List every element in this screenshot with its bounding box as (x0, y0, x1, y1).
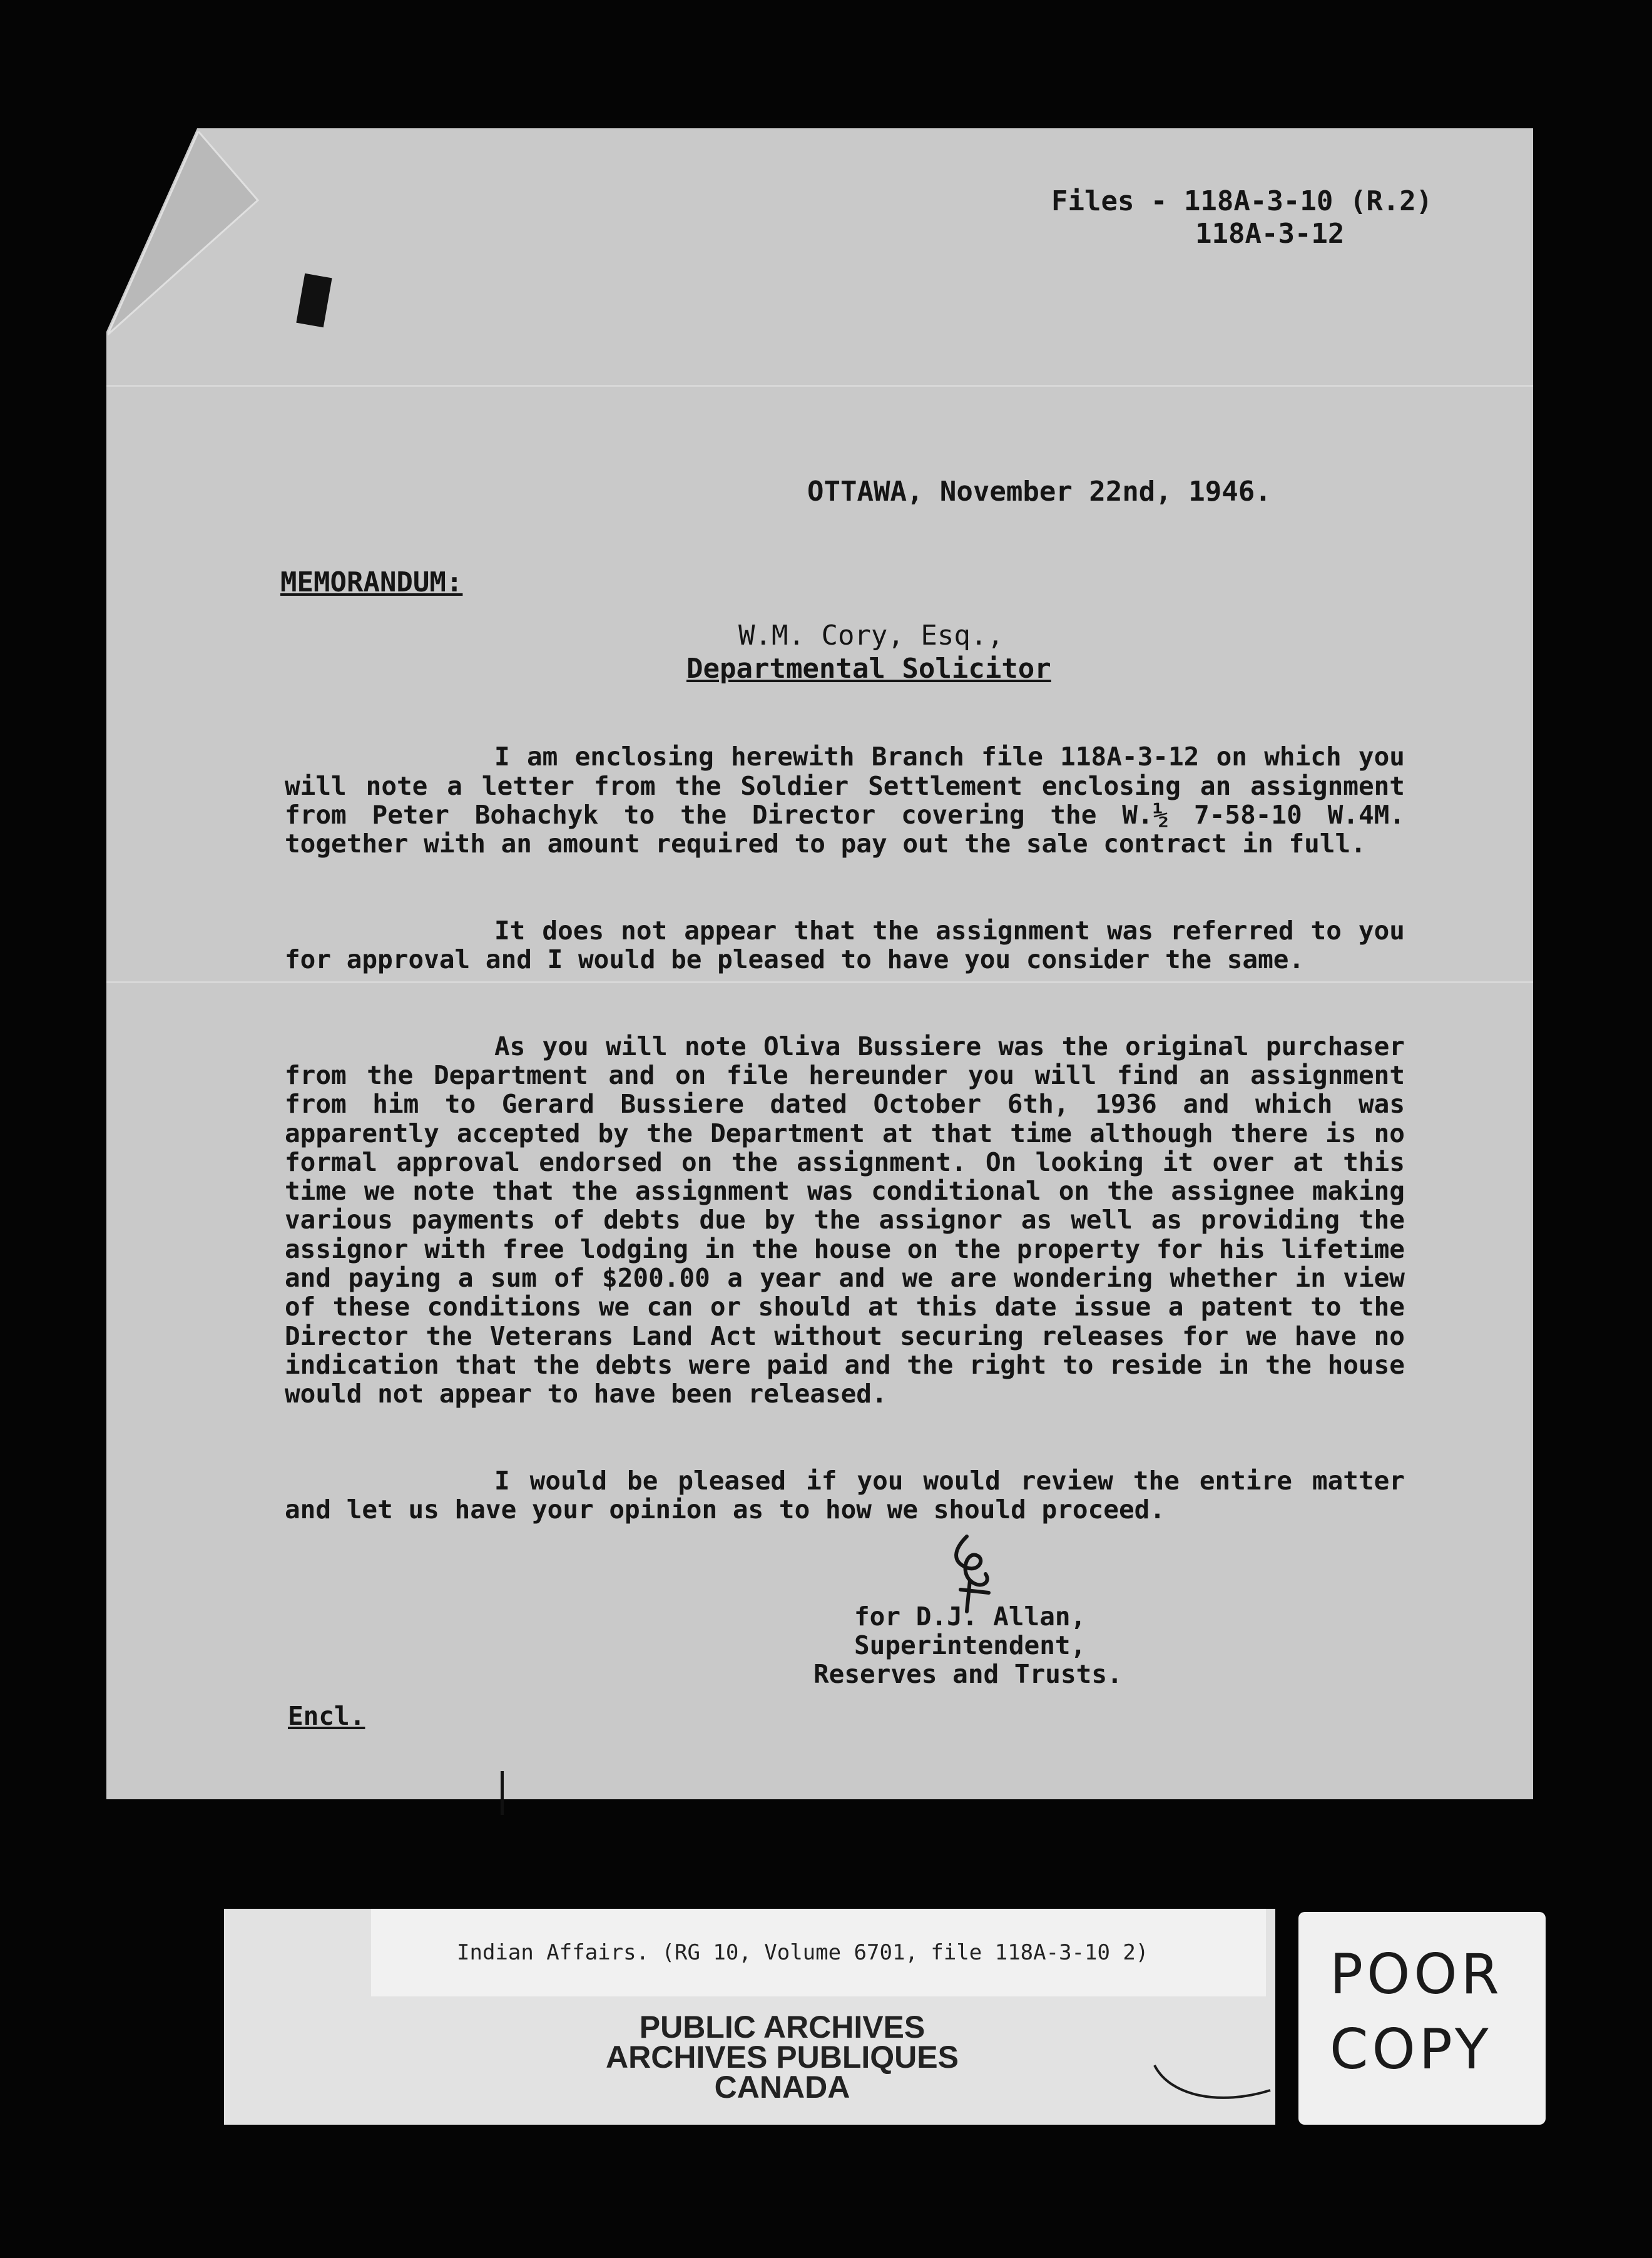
archive-line-2: ARCHIVES PUBLIQUES (606, 2040, 959, 2075)
tear-mark (501, 1771, 504, 1815)
archive-stamp (563, 2010, 1001, 2105)
addressee-title: Departmental Solicitor (686, 653, 1051, 685)
handwritten-squiggle (1151, 2053, 1277, 2109)
paragraph-3: As you will note Oliva Bussiere was the original purchaser from the Department and on file hereunder you will find an assignment from him to Gerard Bussiere dated October 6th, 1936 and which was apparently accepted by the Department at that time although there is no formal approval endorsed on the assignment. On looking it over at this time we note that the assignment was conditional on the assignee making various payments of debts due by the assignor as well as providing the assignor with free lodging in the house on the property for his lifetime and paying a sum of $200.00 a year and we are wondering whether in view of these conditions we can or should at this date issue a patent to the Director the Veterans Land Act without securing releases for we have no indication that the debts were paid and the right to reside in the house would not appear to have been released. (285, 1031, 1405, 1409)
letter-body (285, 713, 1405, 1582)
file-reference (1051, 185, 1432, 250)
paragraph-4: I would be pleased if you would review the entire matter and let us have your opinion as to how we should proceed. (285, 1465, 1405, 1525)
folded-corner (108, 131, 264, 338)
enclosure-note (288, 1701, 365, 1731)
paragraph-2: It does not appear that the assignment was referred to you for approval and I would be pleased to have you consider the same. (285, 915, 1405, 975)
file-reference-line-1: Files - 118A-3-10 (R.2) (1051, 185, 1433, 217)
quality-note-line-1: POOR (1330, 1942, 1503, 2006)
archive-line-1: PUBLIC ARCHIVES (639, 2010, 925, 2045)
memo-heading: MEMORANDUM: (280, 566, 463, 598)
signature-line-1: for D.J. Allan, (854, 1602, 1086, 1632)
quality-note (1330, 1937, 1503, 2087)
signature-line-3: Reserves and Trusts. (813, 1659, 1123, 1689)
archive-citation: Indian Affairs. (RG 10, Volume 6701, file 118A-3-10 2) (457, 1940, 1149, 1965)
paragraph-1: I am enclosing herewith Branch file 118A-3-12 on which you will note a letter from the Soldier Settlement enclosing an assignment from Peter Bohachyk to the Director covering the W.½ 7-58-10 W.4M. together with an amount required to pay out the sale contract in full. (285, 742, 1405, 859)
dateline: OTTAWA, November 22nd, 1946. (807, 476, 1272, 508)
signature-line-2: Superintendent, (854, 1630, 1086, 1660)
enclosure-label: Encl. (288, 1701, 365, 1731)
archive-line-3: CANADA (714, 2070, 850, 2105)
fold-line-top (106, 385, 1533, 387)
signature-block (813, 1602, 1123, 1688)
quality-note-line-2: COPY (1330, 2017, 1492, 2082)
addressee-name: W.M. Cory, Esq., (738, 620, 1004, 651)
file-reference-line-2: 118A-3-12 (1195, 218, 1345, 250)
